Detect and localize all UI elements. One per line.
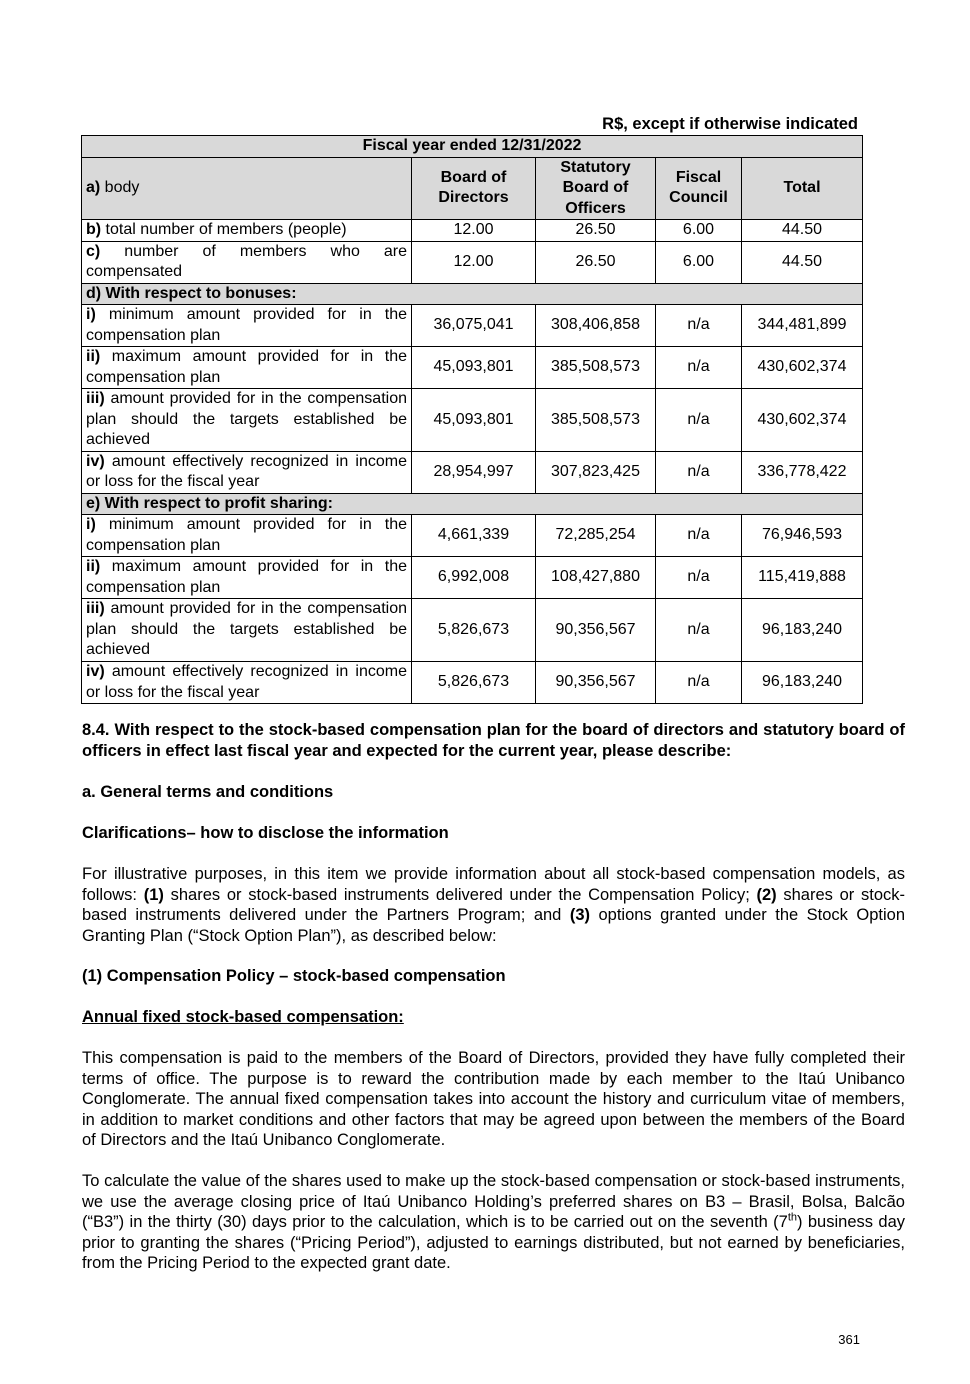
row-label-text: number of members who are compensated xyxy=(86,242,407,280)
row-label-text: amount provided for in the compensation plan should the targets established be achieved xyxy=(86,390,407,448)
row-label xyxy=(82,451,412,493)
compensation-table xyxy=(81,135,863,704)
calc-text-2: ) business day prior to granting the shares (“Pricing Period”), adjusted to earnings distributed, but not earned by beneficiaries, from the Pricing Period to the expected grant date. xyxy=(82,1213,905,1272)
column-header-officers: Statutory Board of Officers xyxy=(536,157,656,220)
section-heading-block xyxy=(82,720,905,761)
currency-note: R$, except if otherwise indicated xyxy=(602,115,858,133)
calc-text-1: To calculate the value of the shares used to make up the stock-based compensation or stock-based instruments, we use the average closing price of Itaú Unibanco Holding’s preferred shares on B3 – Brasil, Bolsa, Balcão (“B3”) in the thirty (30) days prior to the calculation, which is to be carried out on the seventh (7 xyxy=(82,1172,905,1231)
table-row xyxy=(82,347,863,389)
value-board: 28,954,997 xyxy=(412,451,536,493)
row-label-text: amount effectively recognized in income or loss for the fiscal year xyxy=(86,452,407,490)
row-label-marker: ii) xyxy=(86,348,101,365)
value-fiscal-council: 6.00 xyxy=(656,241,742,283)
intro-text-4: options granted under the Stock Option Granting Plan (“Stock Option Plan”), as described below: xyxy=(82,906,905,945)
value-officers: 90,356,567 xyxy=(536,599,656,662)
row-label-text: maximum amount provided for in the compensation plan xyxy=(86,558,407,596)
table-row xyxy=(82,241,863,283)
value-officers: 385,508,573 xyxy=(536,389,656,452)
table-row xyxy=(82,389,863,452)
value-officers: 72,285,254 xyxy=(536,515,656,557)
profit-sharing-section-heading-row xyxy=(82,493,863,515)
body-label-text: body xyxy=(100,179,140,196)
row-label-marker: i) xyxy=(86,306,96,323)
fiscal-year-header: Fiscal year ended 12/31/2022 xyxy=(82,136,863,158)
value-fiscal-council: n/a xyxy=(656,389,742,452)
value-board: 45,093,801 xyxy=(412,347,536,389)
clarifications-heading: Clarifications– how to disclose the information xyxy=(82,824,449,842)
bonus-section-heading-row xyxy=(82,283,863,305)
row-label xyxy=(82,557,412,599)
row-label-text: minimum amount provided for in the compensation plan xyxy=(86,306,407,344)
annual-paragraph: This compensation is paid to the members of the Board of Directors, provided they have fully completed their terms of office. The purpose is to reward the contribution made by each member to the Itaú Unibanco Conglomerate. The annual fixed compensation takes into account the history and curriculum vitae of members, in addition to market conditions and other factors that may be agreed upon between the members of the Board of Directors and the Itaú Unibanco Conglomerate. xyxy=(82,1049,905,1149)
row-label-marker: c) xyxy=(86,242,101,260)
policy-heading: (1) Compensation Policy – stock-based compensation xyxy=(82,967,506,985)
table-row xyxy=(82,515,863,557)
column-header-total: Total xyxy=(742,157,863,220)
annual-paragraph-block xyxy=(82,1048,905,1151)
value-board: 12.00 xyxy=(412,241,536,283)
intro-marker-2: (2) xyxy=(756,885,777,904)
intro-marker-1: (1) xyxy=(143,885,164,904)
value-officers: 26.50 xyxy=(536,220,656,242)
value-officers: 90,356,567 xyxy=(536,662,656,704)
subheading-a-block xyxy=(82,782,905,803)
intro-paragraph-block xyxy=(82,864,905,946)
value-board: 45,093,801 xyxy=(412,389,536,452)
value-fiscal-council: n/a xyxy=(656,515,742,557)
column-header-row xyxy=(82,157,863,220)
value-fiscal-council: n/a xyxy=(656,451,742,493)
row-label xyxy=(82,347,412,389)
row-label-text: minimum amount provided for in the compensation plan xyxy=(86,516,407,554)
row-label-marker: b) xyxy=(86,221,102,238)
table-row xyxy=(82,220,863,242)
table-row xyxy=(82,557,863,599)
intro-marker-3: (3) xyxy=(569,906,590,924)
body-label-marker: a) xyxy=(86,179,101,196)
row-label xyxy=(82,389,412,452)
row-label xyxy=(82,241,412,283)
value-total: 96,183,240 xyxy=(742,599,863,662)
value-fiscal-council: n/a xyxy=(656,557,742,599)
row-label-marker: iv) xyxy=(86,663,105,680)
value-fiscal-council: n/a xyxy=(656,599,742,662)
row-label xyxy=(82,305,412,347)
row-label-text: amount effectively recognized in income or loss for the fiscal year xyxy=(86,663,407,701)
intro-text-1: For illustrative purposes, in this item we provide information about all stock-based compensation models, as follows: xyxy=(82,865,905,904)
value-total: 344,481,899 xyxy=(742,305,863,347)
page-number: 361 xyxy=(838,1332,860,1347)
value-total: 115,419,888 xyxy=(742,557,863,599)
subheading-general-terms: a. General terms and conditions xyxy=(82,783,334,801)
table-row xyxy=(82,305,863,347)
table-row xyxy=(82,599,863,662)
intro-text-2: shares or stock-based instruments delivered under the Compensation Policy; xyxy=(163,885,757,904)
annual-heading: Annual fixed stock-based compensation: xyxy=(82,1008,404,1026)
row-label-marker: i) xyxy=(86,516,96,533)
bonus-section-heading: d) With respect to bonuses: xyxy=(82,283,863,305)
table-row xyxy=(82,451,863,493)
annual-heading-block xyxy=(82,1007,905,1028)
value-fiscal-council: n/a xyxy=(656,305,742,347)
value-total: 44.50 xyxy=(742,241,863,283)
intro-text-3: shares or stock-based instruments delivered under the Partners Program; and xyxy=(82,885,905,924)
calc-paragraph xyxy=(82,1171,905,1274)
value-officers: 307,823,425 xyxy=(536,451,656,493)
value-total: 44.50 xyxy=(742,220,863,242)
profit-sharing-section-heading: e) With respect to profit sharing: xyxy=(82,493,863,515)
value-board: 4,661,339 xyxy=(412,515,536,557)
value-total: 76,946,593 xyxy=(742,515,863,557)
row-label-marker: iv) xyxy=(86,452,105,470)
row-label xyxy=(82,515,412,557)
row-label-text: total number of members (people) xyxy=(101,221,347,238)
policy-heading-block xyxy=(82,966,905,987)
section-heading: 8.4. With respect to the stock-based compensation plan for the board of directors and statutory board of officers in effect last fiscal year and expected for the current year, please describe: xyxy=(82,721,905,760)
column-header-fiscal-council: Fiscal Council xyxy=(656,157,742,220)
value-total: 430,602,374 xyxy=(742,347,863,389)
row-label xyxy=(82,662,412,704)
value-officers: 26.50 xyxy=(536,241,656,283)
intro-paragraph xyxy=(82,864,905,946)
value-total: 336,778,422 xyxy=(742,451,863,493)
clarifications-block xyxy=(82,823,905,844)
table-row xyxy=(82,662,863,704)
calc-superscript: th xyxy=(787,1211,797,1224)
row-label-marker: iii) xyxy=(86,600,105,618)
value-board: 12.00 xyxy=(412,220,536,242)
fiscal-year-row xyxy=(82,136,863,158)
row-label xyxy=(82,599,412,662)
calc-paragraph-block xyxy=(82,1171,905,1274)
value-officers: 385,508,573 xyxy=(536,347,656,389)
row-label-marker: ii) xyxy=(86,558,101,575)
value-total: 430,602,374 xyxy=(742,389,863,452)
row-label xyxy=(82,220,412,242)
column-header-board: Board of Directors xyxy=(412,157,536,220)
value-officers: 108,427,880 xyxy=(536,557,656,599)
body-label-cell xyxy=(82,157,412,220)
value-board: 36,075,041 xyxy=(412,305,536,347)
value-fiscal-council: n/a xyxy=(656,662,742,704)
value-total: 96,183,240 xyxy=(742,662,863,704)
value-board: 6,992,008 xyxy=(412,557,536,599)
value-officers: 308,406,858 xyxy=(536,305,656,347)
value-fiscal-council: 6.00 xyxy=(656,220,742,242)
row-label-marker: iii) xyxy=(86,390,105,407)
value-fiscal-council: n/a xyxy=(656,347,742,389)
value-board: 5,826,673 xyxy=(412,662,536,704)
row-label-text: maximum amount provided for in the compensation plan xyxy=(86,348,407,386)
value-board: 5,826,673 xyxy=(412,599,536,662)
row-label-text: amount provided for in the compensation plan should the targets established be achieved xyxy=(86,600,407,659)
